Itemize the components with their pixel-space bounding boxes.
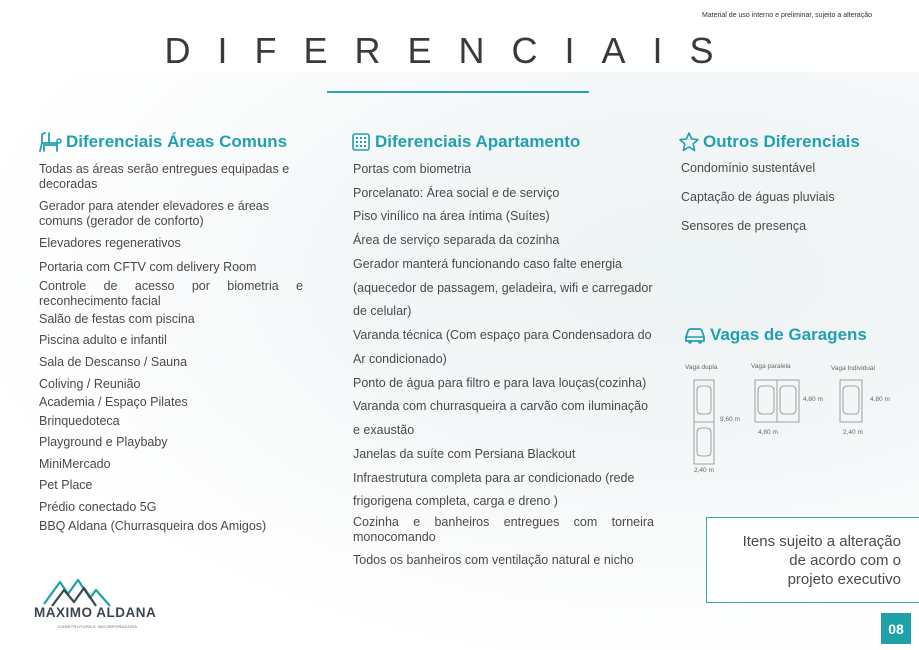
garage-label-paralela: Vaga paralela bbox=[751, 363, 791, 370]
list-item: Portaria com CFTV com delivery Room bbox=[39, 260, 257, 274]
note-line-2: de acordo com o bbox=[789, 552, 901, 569]
other-heading-label: Outros Diferenciais bbox=[703, 132, 860, 151]
apartment-heading bbox=[350, 131, 580, 153]
garage-heading-label: Vagas de Garagens bbox=[710, 325, 867, 344]
list-item: Todos os banheiros com ventilação natural e nicho bbox=[353, 553, 634, 567]
chair-icon bbox=[39, 131, 63, 153]
page-number-badge: 08 bbox=[881, 613, 911, 644]
garage-spaces-drawing bbox=[680, 360, 895, 480]
list-item: Condomínio sustentável bbox=[681, 161, 816, 175]
car-icon bbox=[683, 325, 707, 345]
list-item: Ponto de água para filtro e para lava louças(cozinha) bbox=[353, 376, 647, 390]
garage-label-dupla: Vaga dupla bbox=[685, 364, 718, 371]
disclaimer-note: Material de uso interno e preliminar, sujeito a alteração bbox=[701, 12, 872, 19]
list-item: Todas as áreas serão entregues equipadas e decoradas bbox=[39, 162, 290, 191]
list-item: (aquecedor de passagem, geladeira, wifi e carregador bbox=[353, 281, 653, 295]
list-item: Captação de águas pluviais bbox=[681, 190, 835, 204]
list-item: Controle de acesso por biometria e reconhecimento facial bbox=[39, 279, 303, 308]
alteration-note-box bbox=[706, 517, 919, 603]
list-item: Sala de Descanso / Sauna bbox=[39, 355, 188, 369]
garage-dim-paralela-length: 4,80 m bbox=[803, 396, 823, 403]
list-item: Elevadores regenerativos bbox=[39, 236, 181, 250]
list-item: MiniMercado bbox=[39, 457, 111, 471]
garage-diagram bbox=[680, 360, 895, 480]
list-item: Coliving / Reunião bbox=[39, 377, 141, 391]
note-line-3: projeto executivo bbox=[787, 571, 901, 588]
garage-dim-dupla-length: 9,60 m bbox=[720, 416, 740, 423]
list-item: Brinquedoteca bbox=[39, 414, 120, 428]
building-icon bbox=[350, 131, 372, 153]
logo-subtitle: CONSTRUTORA E INCORPORADORA bbox=[58, 624, 138, 629]
list-item: Porcelanato: Área social e de serviço bbox=[353, 186, 560, 200]
list-item: Infraestrutura completa para ar condicionado (rede bbox=[353, 471, 635, 485]
list-item: Cozinha e banheiros entregues com torneira monocomando bbox=[353, 515, 654, 544]
list-item: Playground e Playbaby bbox=[39, 435, 168, 449]
garage-dim-dupla-width: 2,40 m bbox=[694, 467, 714, 474]
list-item: Portas com biometria bbox=[353, 162, 472, 176]
list-item: Piscina adulto e infantil bbox=[39, 333, 167, 347]
list-item: Área de serviço separada da cozinha bbox=[353, 233, 560, 247]
list-item: Gerador para atender elevadores e áreas comuns (gerador de conforto) bbox=[39, 199, 270, 228]
list-item: Varanda técnica (Com espaço para Condensadora do bbox=[353, 328, 652, 342]
garage-heading bbox=[683, 325, 867, 345]
garage-dim-individual-width: 2,40 m bbox=[843, 429, 863, 436]
list-item: Prédio conectado 5G bbox=[39, 500, 157, 514]
list-item: Sensores de presença bbox=[681, 219, 807, 233]
list-item: Janelas da suíte com Persiana Blackout bbox=[353, 447, 576, 461]
common-areas-heading-label: Diferenciais Áreas Comuns bbox=[66, 132, 288, 151]
common-areas-heading bbox=[39, 131, 287, 153]
list-item: Academia / Espaço Pilates bbox=[39, 395, 188, 409]
list-item: Salão de festas com piscina bbox=[39, 312, 195, 326]
title-underline bbox=[327, 91, 589, 93]
alteration-note-text bbox=[711, 532, 901, 589]
list-item: de celular) bbox=[353, 304, 412, 318]
list-item: BBQ Aldana (Churrasqueira dos Amigos) bbox=[39, 519, 267, 533]
note-line-1: Itens sujeito a alteração bbox=[742, 533, 901, 550]
page-title: DIFERENCIAIS bbox=[164, 30, 741, 71]
garage-label-individual: Vaga Individual bbox=[831, 365, 875, 372]
list-item: Piso vinílico na área íntima (Suítes) bbox=[353, 209, 550, 223]
apartment-heading-label: Diferenciais Apartamento bbox=[375, 132, 581, 151]
logo-name: MAXIMO ALDANA bbox=[34, 605, 157, 620]
list-item: Pet Place bbox=[39, 478, 93, 492]
garage-dim-individual-length: 4,80 m bbox=[870, 396, 890, 403]
garage-dim-paralela-width: 4,80 m bbox=[758, 429, 778, 436]
list-item: Ar condicionado) bbox=[353, 352, 447, 366]
other-heading bbox=[678, 131, 860, 153]
star-icon bbox=[678, 131, 700, 153]
list-item: e exaustão bbox=[353, 423, 415, 437]
list-item: Varanda com churrasqueira a carvão com iluminação bbox=[353, 399, 649, 413]
list-item: frigorigena completa, carga e dreno ) bbox=[353, 494, 558, 508]
list-item: Gerador manterá funcionando caso falte energia bbox=[353, 257, 622, 271]
